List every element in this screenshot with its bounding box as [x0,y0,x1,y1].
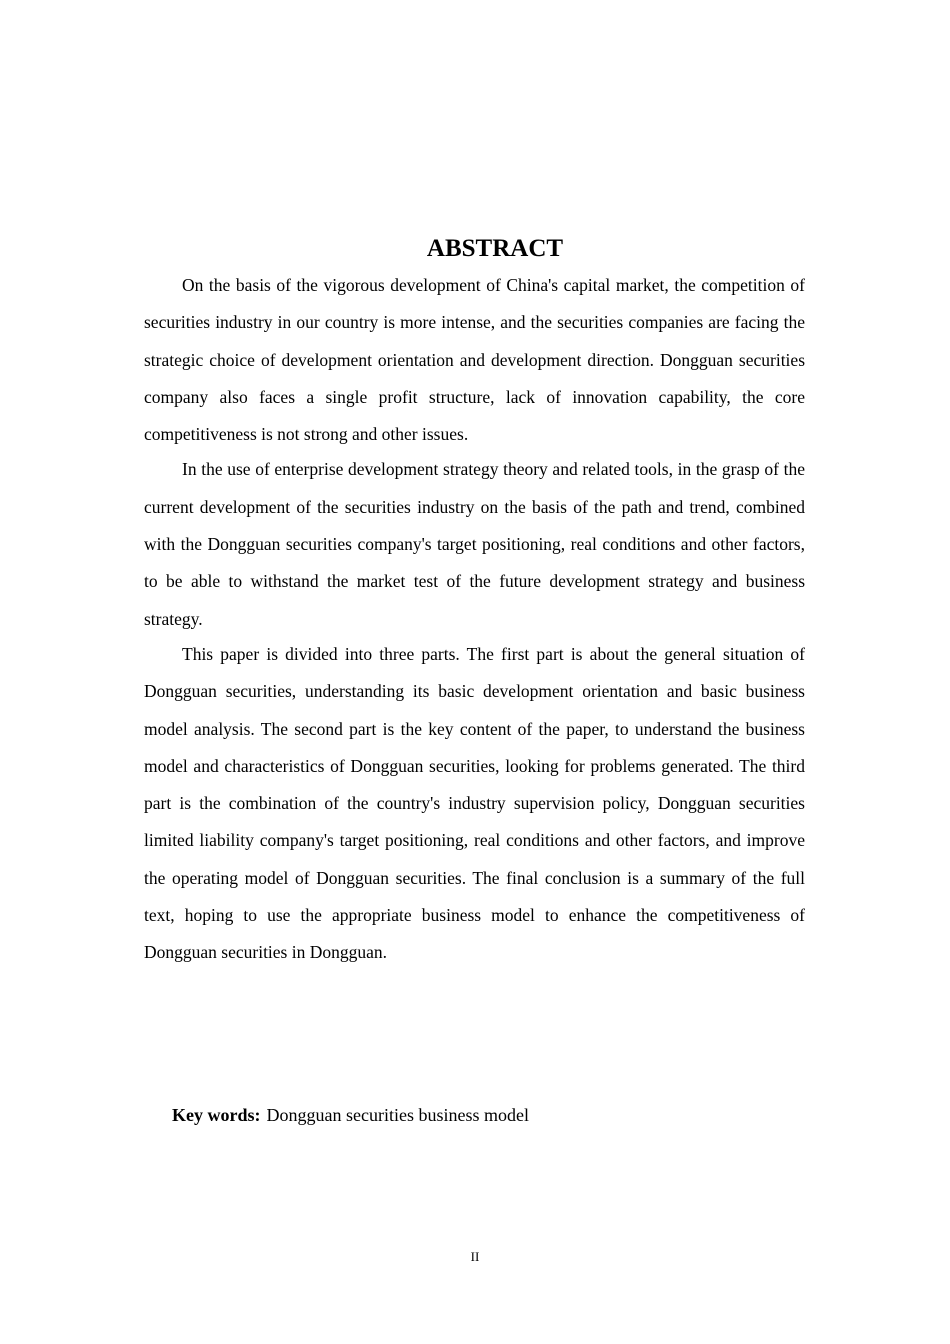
abstract-title: ABSTRACT [426,235,564,262]
abstract-body [144,267,805,970]
keywords-label: Key words: [172,1105,261,1125]
page-number: II [470,1249,480,1264]
abstract-paragraph-1: On the basis of the vigorous development of China's capital market, the competition of securities industry in our country is more intense, and the securities companies are facing the strategic choice of development orientation and development direction. Dongguan securities company also faces a single profit structure, lack of innovation capability, the core competitiveness is not strong and other issues. [144,275,805,445]
keywords-value: Dongguan securities business model [266,1105,529,1125]
abstract-paragraph-3: This paper is divided into three parts. The first part is about the general situation of Dongguan securities, understanding its basic development orientation and basic business model analysis. The second part is the key content of the paper, to understand the business model and characteristics of Dongguan securities, looking for problems generated. The third part is the combination of the country's industry supervision policy, Dongguan securities limited liability company's target positioning, real conditions and other factors, and improve the operating model of Dongguan securities. The final conclusion is a summary of the full text, hoping to use the appropriate business model to enhance the competitiveness of Dongguan securities in Dongguan. [144,643,805,963]
abstract-paragraph-2: In the use of enterprise development strategy theory and related tools, in the grasp of the current development of the securities industry on the basis of the path and trend, combined with the Dongguan securities company's target positioning, real conditions and other factors, to be able to withstand the market test of the future development strategy and business strategy. [144,459,805,629]
keywords-line [172,1098,529,1132]
